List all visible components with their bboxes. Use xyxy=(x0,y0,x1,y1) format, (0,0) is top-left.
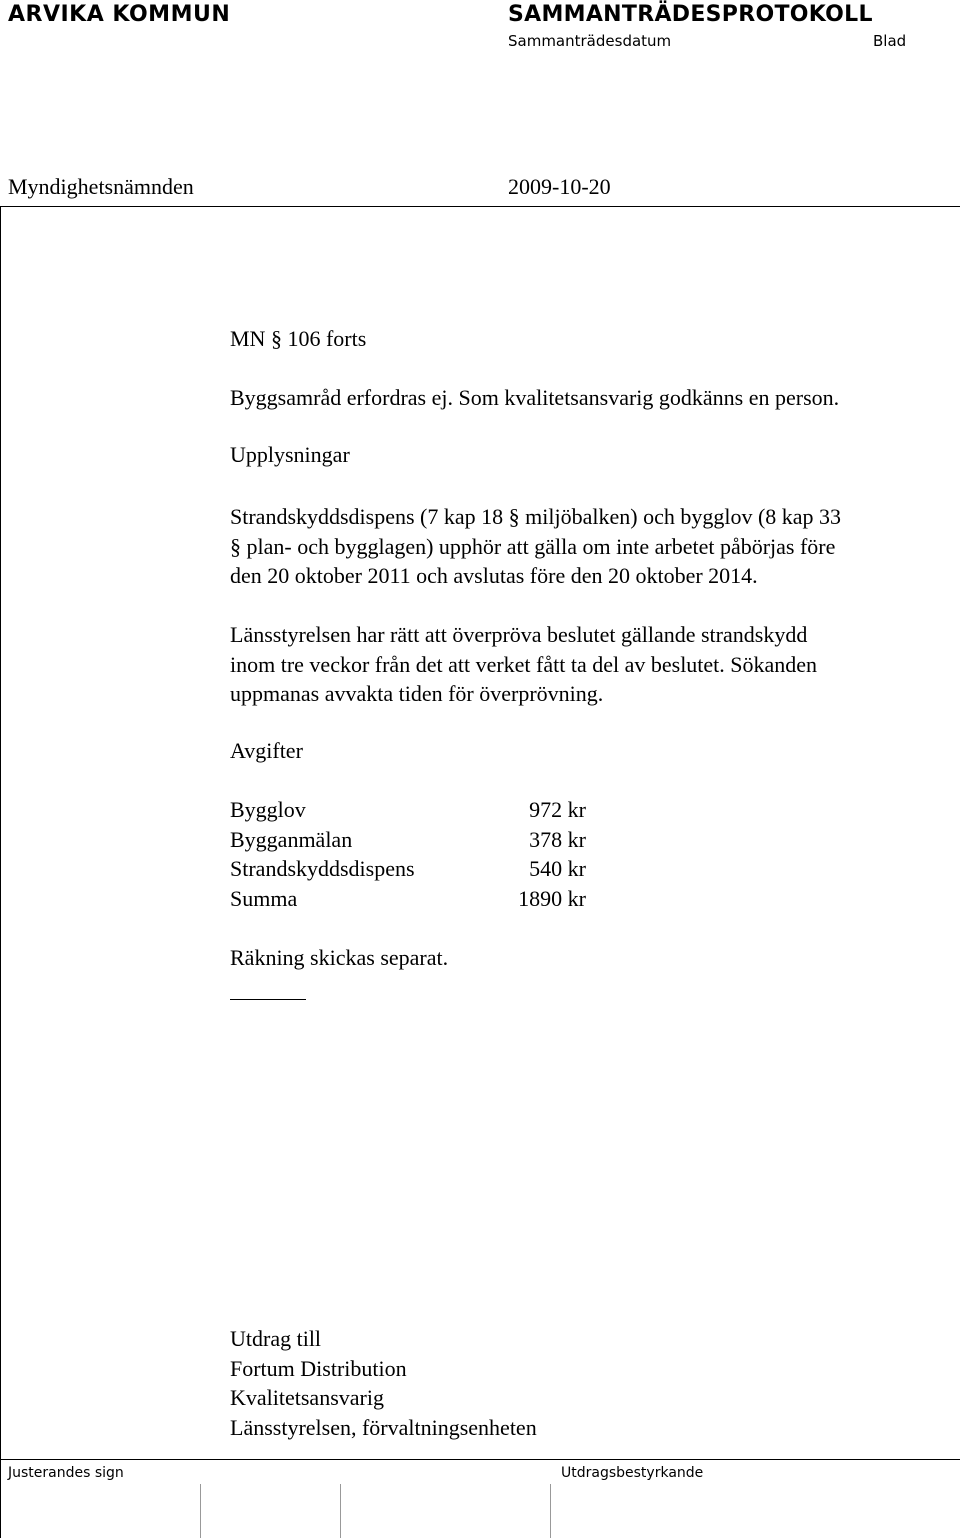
fees-table xyxy=(230,795,586,913)
distribution-item: Fortum Distribution xyxy=(230,1355,407,1381)
info-paragraph xyxy=(230,502,841,591)
appeal-line: uppmanas avvakta tiden för överprövning. xyxy=(230,681,604,706)
left-margin-line xyxy=(0,206,1,1538)
signature-box-divider xyxy=(200,1484,201,1538)
info-line: § plan- och bygglagen) upphör att gälla om inte arbetet påbörjas före xyxy=(230,533,836,559)
appeal-line: Länsstyrelsen har rätt att överpröva beslutet gällande strandskydd xyxy=(230,622,808,647)
info-heading: Upplysningar xyxy=(230,442,350,467)
fee-name: Summa xyxy=(230,885,298,911)
fees-heading: Avgifter xyxy=(230,738,303,763)
fee-amount: 972 kr xyxy=(529,797,586,822)
meeting-date: 2009-10-20 xyxy=(508,174,611,199)
invoice-note: Räkning skickas separat. xyxy=(230,945,449,970)
footer-divider xyxy=(0,1459,960,1460)
intro-paragraph: Byggsamråd erfordras ej. Som kvalitetsansvarig godkänns en person. xyxy=(230,385,840,410)
distribution-item: Utdrag till xyxy=(230,1326,322,1351)
appeal-paragraph xyxy=(230,620,817,709)
fee-total-row xyxy=(230,884,586,914)
distribution-list xyxy=(230,1324,537,1442)
signature-box-divider xyxy=(340,1484,341,1538)
fee-row xyxy=(230,854,586,884)
header-divider xyxy=(0,206,960,207)
case-reference: MN § 106 forts xyxy=(230,326,367,351)
committee-name: Myndighetsnämnden xyxy=(8,174,194,199)
distribution-item: Kvalitetsansvarig xyxy=(230,1385,384,1410)
fee-row xyxy=(230,795,586,825)
appeal-line: inom tre veckor från det att verket fått ta del av beslutet. Sökanden xyxy=(230,651,818,677)
document-type: SAMMANTRÄDESPROTOKOLL xyxy=(508,2,873,27)
distribution-item: Länsstyrelsen, förvaltningsenheten xyxy=(230,1414,537,1440)
end-rule xyxy=(230,999,306,1000)
certification-label: Utdragsbestyrkande xyxy=(561,1465,704,1481)
fee-amount: 540 kr xyxy=(529,856,586,881)
fee-row xyxy=(230,825,586,855)
fee-name: Bygganmälan xyxy=(230,826,353,852)
meeting-date-label: Sammanträdesdatum xyxy=(508,32,672,50)
fee-name: Strandskyddsdispens xyxy=(230,856,415,881)
signature-box-divider xyxy=(550,1484,551,1538)
signature-label: Justerandes sign xyxy=(8,1465,124,1481)
fee-name: Bygglov xyxy=(230,797,306,822)
fee-amount: 378 kr xyxy=(529,826,586,852)
fee-amount: 1890 kr xyxy=(518,885,586,911)
page-label: Blad xyxy=(873,32,907,50)
info-line: Strandskyddsdispens (7 kap 18 § miljöbalken) och bygglov (8 kap 33 xyxy=(230,504,842,529)
organization-name: ARVIKA KOMMUN xyxy=(8,2,231,27)
info-line: den 20 oktober 2011 och avslutas före den 20 oktober 2014. xyxy=(230,563,758,588)
